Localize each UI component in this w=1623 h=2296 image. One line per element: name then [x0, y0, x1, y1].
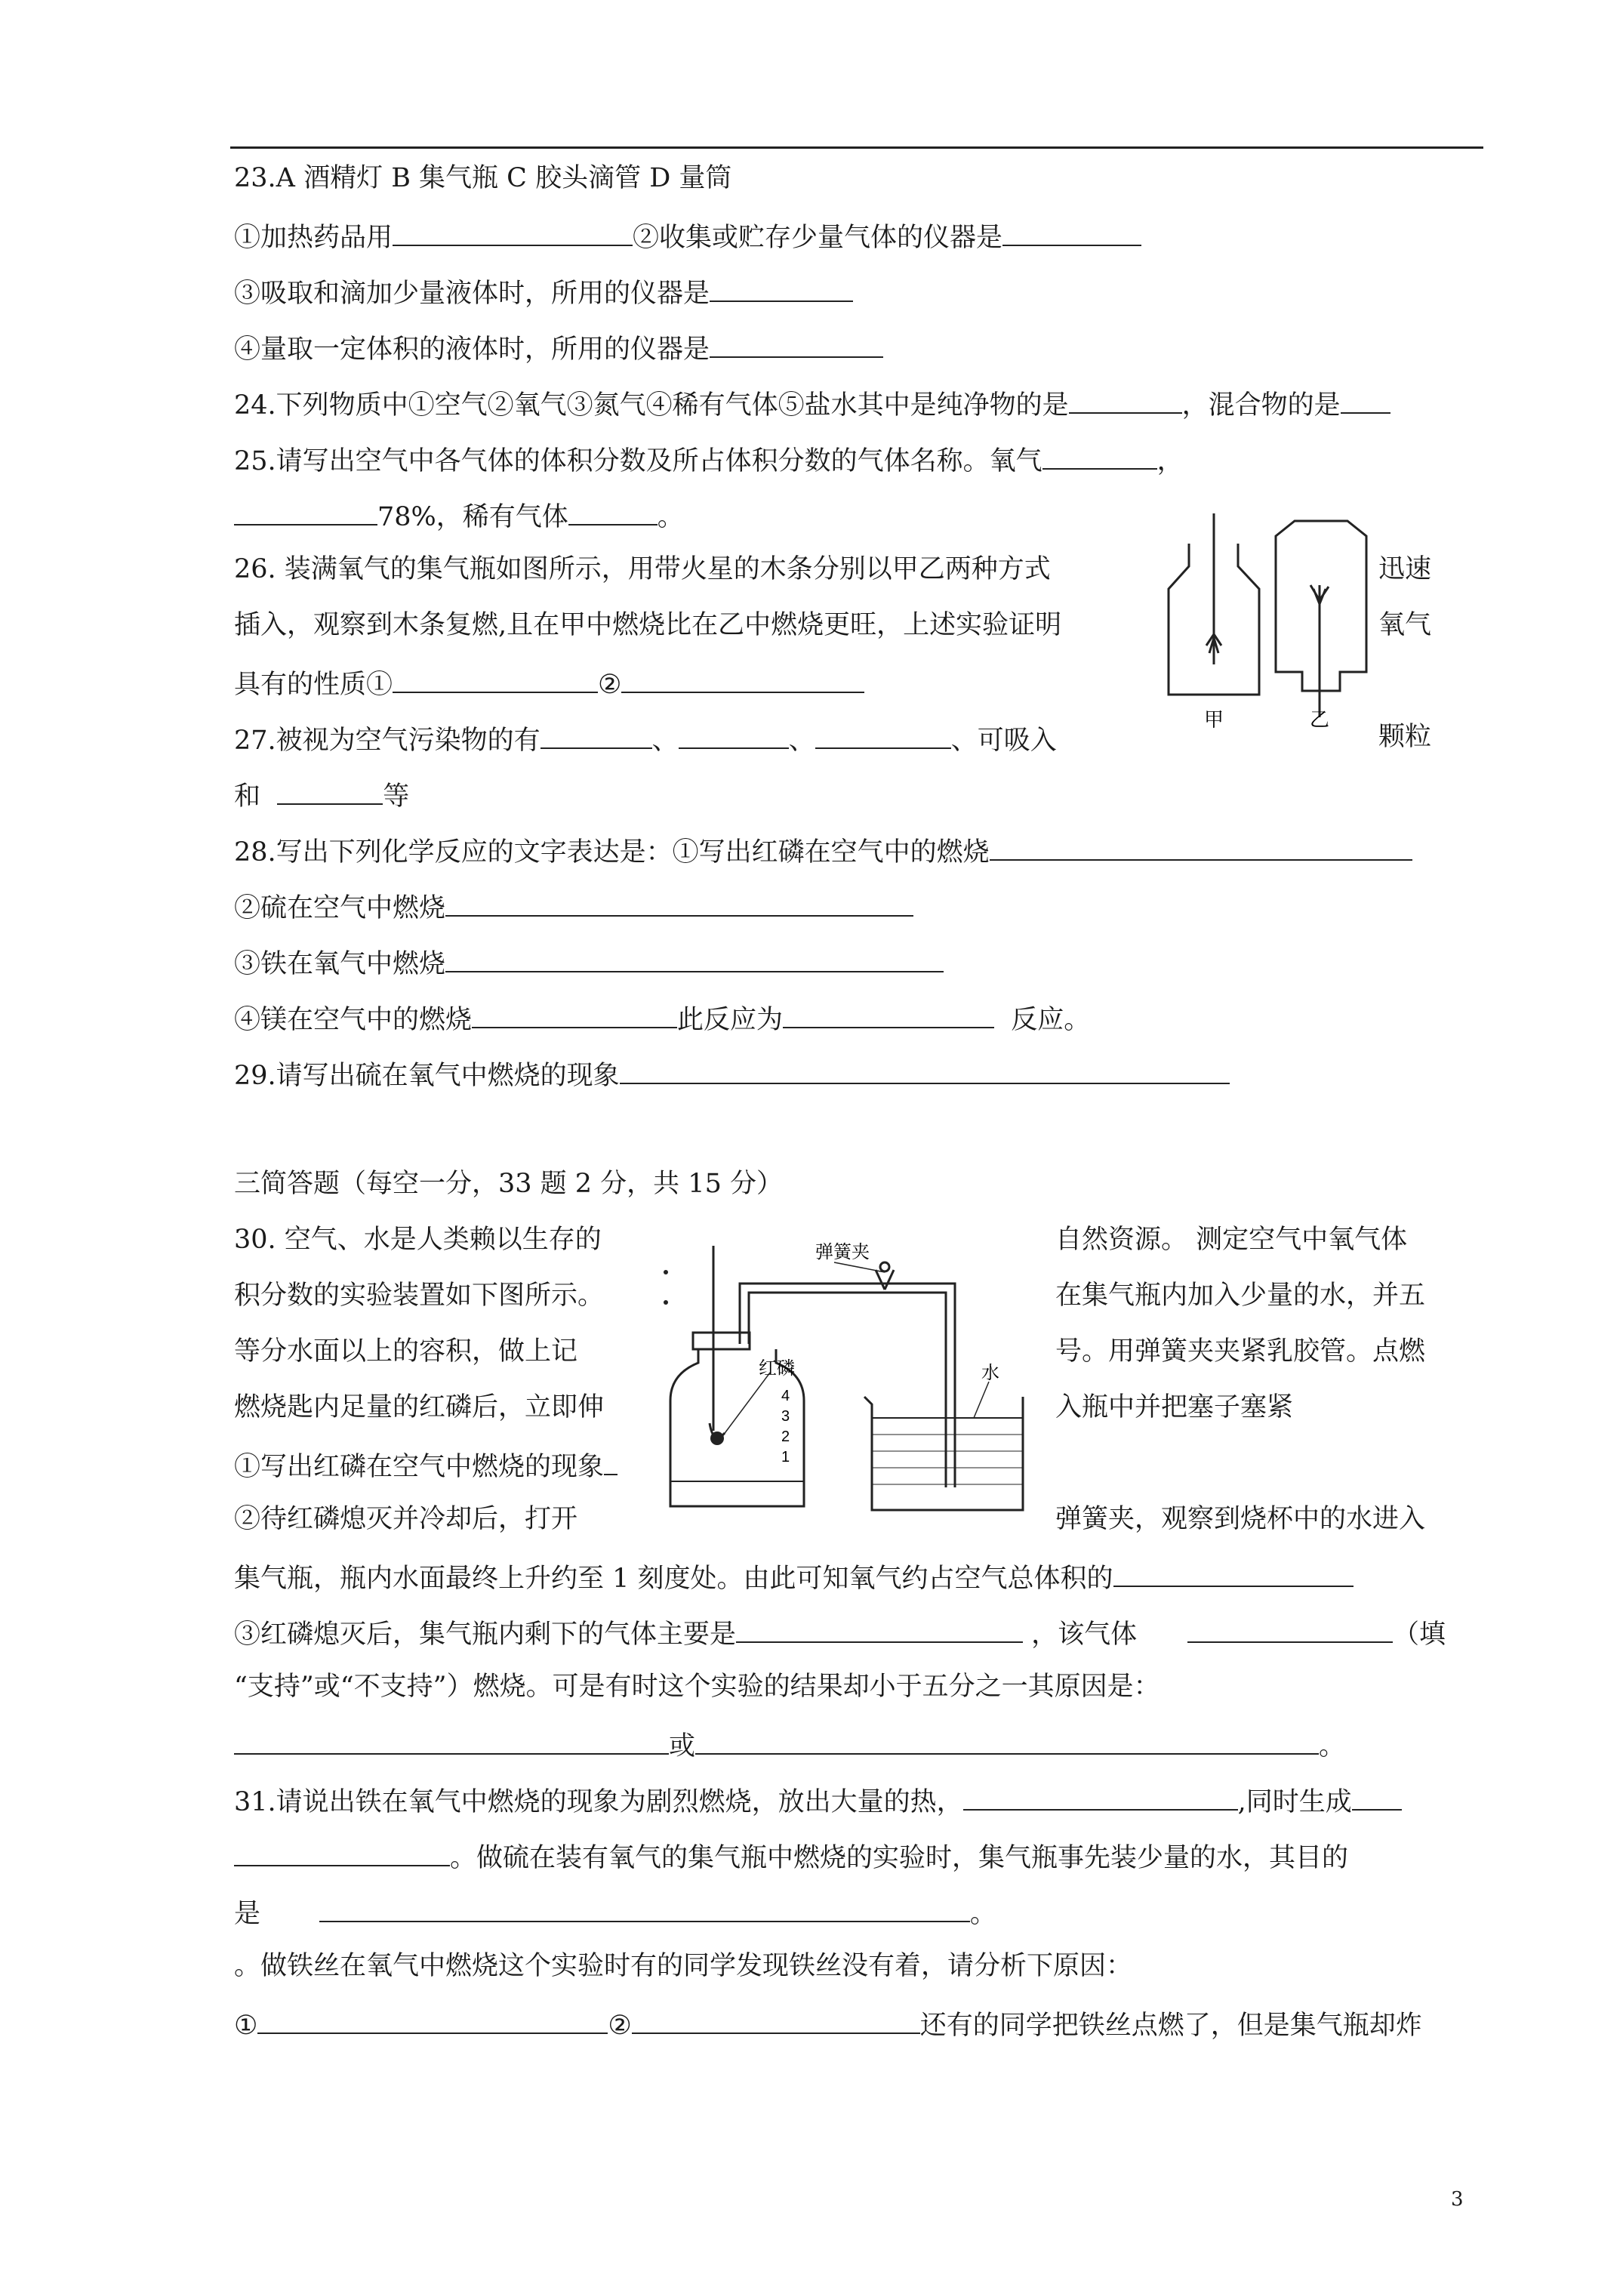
q24-line: 24.下列物质中①空气②氧气③氮气④稀有气体⑤盐水其中是纯净物的是 ，混合物的是 [234, 384, 1390, 424]
q31-line4: 。做铁丝在氧气中燃烧这个实验时有的同学发现铁丝没有着，请分析下原因： [234, 1951, 1133, 1981]
answer-blank[interactable] [621, 663, 864, 693]
answer-blank[interactable] [277, 775, 383, 805]
q30-line1: 30. 空气、水是人类赖以生存的 [234, 1225, 602, 1255]
label-spring-clamp: 弹簧夹 [815, 1242, 870, 1262]
answer-blank[interactable] [1042, 439, 1157, 470]
apparatus-figure [657, 1231, 1042, 1533]
q26-line1: 26. 装满氧气的集气瓶如图所示，用带火星的木条分别以甲乙两种方式 [234, 554, 1051, 584]
answer-blank[interactable] [393, 216, 633, 246]
q23-line1: ①加热药品用 ②收集或贮存少量气体的仪器是 [234, 216, 1141, 256]
tick-label: 2 [781, 1428, 790, 1445]
answer-blank[interactable] [1113, 1557, 1354, 1587]
answer-blank[interactable] [963, 1780, 1238, 1811]
q23-line2: ③吸取和滴加少量液体时，所用的仪器是 [234, 272, 853, 312]
q31-line3: 是 。 [234, 1892, 996, 1932]
label-jia: 甲 [1203, 708, 1224, 731]
answer-blank[interactable] [815, 719, 951, 749]
label-yi: 乙 [1309, 708, 1330, 731]
q23-line3: ④量取一定体积的液体时，所用的仪器是 [234, 328, 883, 368]
answer-blank[interactable] [710, 328, 883, 358]
q27-line2: 和 等 [234, 775, 409, 815]
q30-line10: 或 。 [234, 1724, 1345, 1764]
q25-line1: 25.请写出空气中各气体的体积分数及所占体积分数的气体名称。氧气 ， [234, 439, 1184, 479]
answer-blank[interactable] [620, 1054, 1230, 1084]
answer-blank[interactable] [234, 1724, 669, 1755]
section3-title: 三简答题（每空一分，33 题 2 分，共 15 分） [234, 1169, 783, 1199]
answer-blank[interactable] [1002, 216, 1141, 246]
q30-line6-right: 弹簧夹，观察到烧杯中的水进入 [1055, 1504, 1426, 1534]
answer-blank[interactable] [1187, 1613, 1393, 1643]
q30-line4: 燃烧匙内足量的红磷后，立即伸 [234, 1392, 605, 1422]
answer-blank[interactable] [1069, 384, 1182, 414]
q31-line5: ① ② 还有的同学把铁丝点燃了，但是集气瓶却炸 [234, 2004, 1422, 2044]
q31-line2: 。做硫在装有氧气的集气瓶中燃烧的实验时，集气瓶事先装少量的水，其目的 [234, 1836, 1348, 1876]
q26-line2: 插入，观察到木条复燃,且在甲中燃烧比在乙中燃烧更旺，上述实验证明 [234, 610, 1062, 640]
q30-line4-right: 入瓶中并把塞子塞紧 [1055, 1392, 1294, 1422]
tick-label: 4 [781, 1388, 790, 1404]
answer-blank[interactable] [604, 1445, 617, 1475]
oxygen-bottles-figure [1155, 513, 1374, 732]
answer-blank[interactable] [393, 663, 598, 693]
answer-blank[interactable] [472, 998, 677, 1028]
answer-blank[interactable] [783, 998, 994, 1028]
q30-line8: ③红磷熄灭后，集气瓶内剩下的气体主要是 ，该气体 （填 [234, 1613, 1446, 1653]
q31-line1: 31.请说出铁在氧气中燃烧的现象为剧烈燃烧，放出大量的热， ,同时生成 [234, 1780, 1402, 1820]
q30-line3: 等分水面以上的容积，做上记 [234, 1336, 578, 1367]
answer-blank[interactable] [540, 719, 652, 749]
q27-line1: 27.被视为空气污染物的有 、 、 、可吸入 [234, 719, 1057, 759]
answer-blank[interactable] [1341, 384, 1390, 414]
header-rule [230, 146, 1483, 149]
q27-line1-right: 颗粒 [1378, 722, 1432, 752]
q30-line1-right: 自然资源。 测定空气中氧气体 [1055, 1225, 1408, 1255]
answer-blank[interactable] [319, 1892, 970, 1922]
page-number: 3 [1451, 2188, 1464, 2211]
q25-line2: 78%，稀有气体 。 [234, 495, 684, 535]
q26-line2-right: 氧气 [1378, 610, 1432, 640]
answer-blank[interactable] [736, 1613, 1023, 1643]
q28-line3: ③铁在氧气中燃烧 [234, 942, 944, 982]
q29-line: 29.请写出硫在氧气中燃烧的现象 [234, 1054, 1230, 1094]
q26-line1-right: 迅速 [1378, 554, 1432, 584]
q30-line2: 积分数的实验装置如下图所示。 [234, 1281, 605, 1311]
answer-blank[interactable] [695, 1724, 1319, 1755]
q28-line4: ④镁在空气中的燃烧 此反应为 反应。 [234, 998, 1090, 1038]
q30-line5: ①写出红磷在空气中燃烧的现象 [234, 1445, 617, 1485]
tick-label: 1 [781, 1449, 790, 1465]
q23-title: 23.A 酒精灯 B 集气瓶 C 胶头滴管 D 量筒 [234, 163, 732, 193]
answer-blank[interactable] [257, 2004, 608, 2034]
answer-blank[interactable] [234, 495, 377, 525]
red-phosphorus-mark [710, 1432, 724, 1445]
answer-blank[interactable] [445, 942, 944, 972]
label-red-phosphorus: 红磷 [759, 1358, 795, 1379]
answer-blank[interactable] [445, 886, 913, 917]
q30-line7: 集气瓶，瓶内水面最终上升约至 1 刻度处。由此可知氧气约占空气总体积的 [234, 1557, 1354, 1597]
q30-line3-right: 号。用弹簧夹夹紧乳胶管。点燃 [1055, 1336, 1426, 1367]
answer-blank[interactable] [679, 719, 789, 749]
answer-blank[interactable] [990, 831, 1412, 861]
tick-label: 3 [781, 1408, 790, 1425]
answer-blank[interactable] [1352, 1780, 1402, 1811]
q28-line1: 28.写出下列化学反应的文字表达是：①写出红磷在空气中的燃烧 [234, 831, 1412, 871]
q30-line2-right: 在集气瓶内加入少量的水，并五 [1055, 1281, 1426, 1311]
q26-line3: 具有的性质① ② [234, 663, 864, 703]
q30-line9: “支持”或“不支持”）燃烧。可是有时这个实验的结果却小于五分之一其原因是： [234, 1672, 1160, 1702]
label-water: 水 [981, 1363, 999, 1383]
answer-blank[interactable] [234, 1836, 450, 1866]
q30-line6: ②待红磷熄灭并冷却后，打开 [234, 1504, 578, 1534]
answer-blank[interactable] [710, 272, 853, 302]
answer-blank[interactable] [632, 2004, 920, 2034]
q28-line2: ②硫在空气中燃烧 [234, 886, 913, 926]
answer-blank[interactable] [568, 495, 658, 525]
